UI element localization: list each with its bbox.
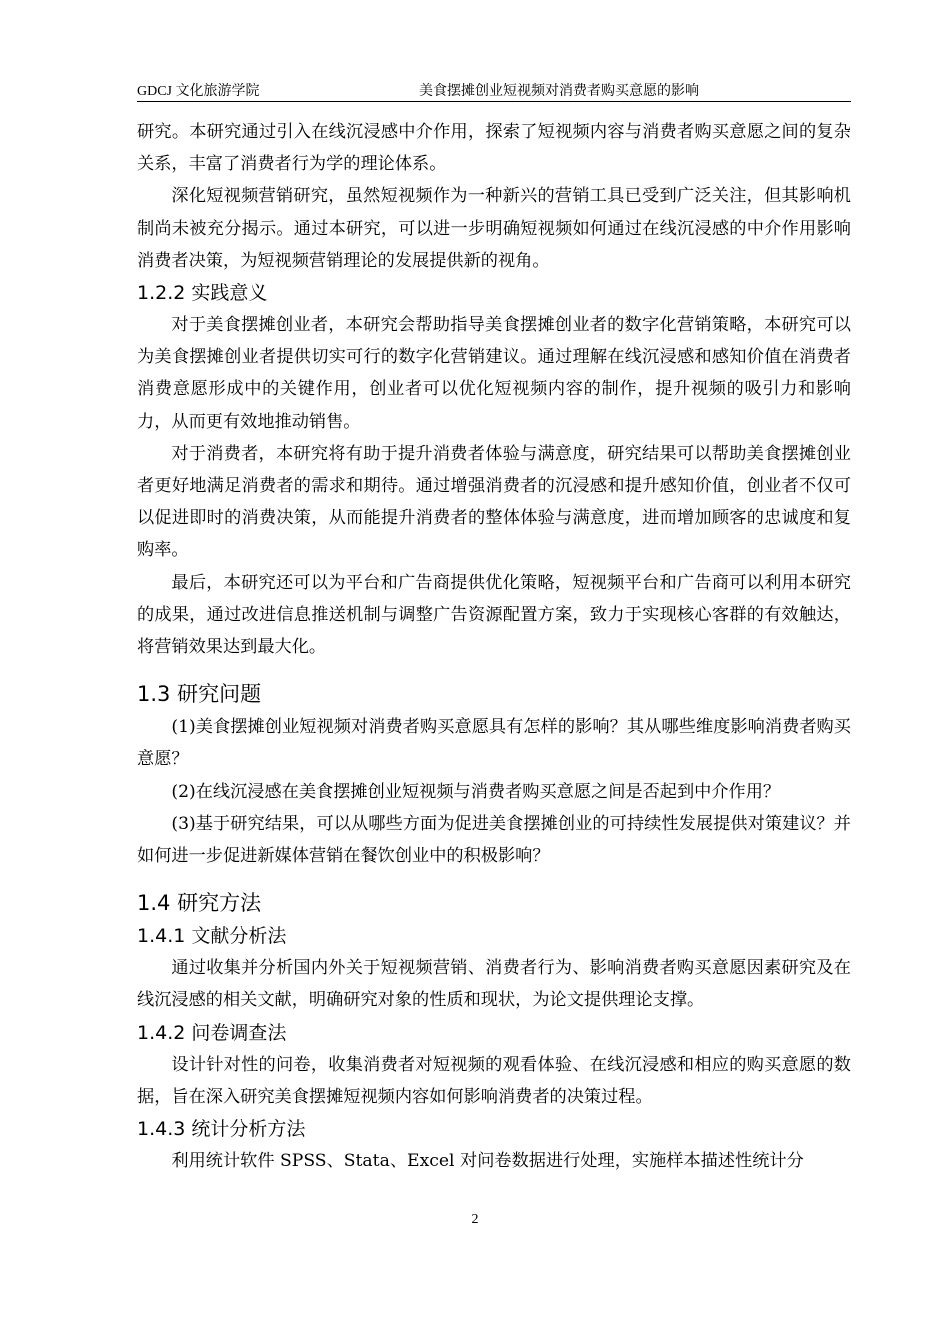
- paragraph: 设计针对性的问卷，收集消费者对短视频的观看体验、在线沉浸感和相应的购买意愿的数据，旨在深入研究美食摆摊短视频内容如何影响消费者的决策过程。: [137, 1054, 851, 1107]
- paragraph: 深化短视频营销研究，虽然短视频作为一种新兴的营销工具已受到广泛关注，但其影响机制尚未被充分揭示。通过本研究，可以进一步明确短视频如何通过在线沉浸感的中介作用影响消费者决策，为短视频营销理论的发展提供新的视角。: [137, 186, 851, 271]
- paragraph: 对于消费者，本研究将有助于提升消费者体验与满意度，研究结果可以帮助美食摆摊创业者更好地满足消费者的需求和期待。通过增强消费者的沉浸感和提升感知价值，创业者不仅可以促进即时的消费决策，从而能提升消费者的整体体验与满意度，进而增加顾客的忠诚度和复购率。: [137, 443, 851, 561]
- research-question: (2)在线沉浸感在美食摆摊创业短视频与消费者购买意愿之间是否起到中介作用？: [171, 781, 781, 802]
- section-heading-1-2-2: 1.2.2 实践意义: [137, 282, 268, 305]
- header-institution: GDCJ 文化旅游学院: [137, 84, 260, 99]
- running-header: [137, 78, 851, 100]
- paragraph: 最后，本研究还可以为平台和广告商提供优化策略，短视频平台和广告商可以利用本研究的成果，通过改进信息推送机制与调整广告资源配置方案，致力于实现核心客群的有效触达，将营销效果达到最大化。: [137, 572, 851, 658]
- research-question: (1)美食摆摊创业短视频对消费者购买意愿具有怎样的影响？其从哪些维度影响消费者购买意愿？: [137, 717, 851, 770]
- section-heading-1-3: 1.3 研究问题: [137, 682, 262, 707]
- section-heading-1-4-2: 1.4.2 问卷调查法: [137, 1021, 287, 1044]
- paragraph: 对于美食摆摊创业者，本研究会帮助指导美食摆摊创业者的数字化营销策略，本研究可以为美食摆摊创业者提供切实可行的数字化营销建议。通过理解在线沉浸感和感知价值在消费者消费意愿形成中的关键作用，创业者可以优化短视频内容的制作，提升视频的吸引力和影响力，从而更有效地推动销售。: [137, 315, 851, 432]
- header-divider: [137, 101, 851, 102]
- paragraph: 通过收集并分析国内外关于短视频营销、消费者行为、影响消费者购买意愿因素研究及在线沉浸感的相关文献，明确研究对象的性质和现状，为论文提供理论支撑。: [137, 958, 851, 1011]
- research-question: (3)基于研究结果，可以从哪些方面为促进美食摆摊创业的可持续性发展提供对策建议？并如何进一步促进新媒体营销在餐饮创业中的积极影响？: [137, 813, 851, 867]
- paragraph: 研究。本研究通过引入在线沉浸感中介作用，探索了短视频内容与消费者购买意愿之间的复杂关系，丰富了消费者行为学的理论体系。: [137, 122, 851, 175]
- header-title: 美食摆摊创业短视频对消费者购买意愿的影响: [419, 84, 699, 99]
- body-content: [137, 116, 851, 1177]
- section-heading-1-4-1: 1.4.1 文献分析法: [137, 925, 287, 948]
- paragraph: 利用统计软件 SPSS、Stata、Excel 对问卷数据进行处理，实施样本描述性统计分: [171, 1151, 804, 1172]
- section-heading-1-4-3: 1.4.3 统计分析方法: [137, 1118, 306, 1141]
- page-number: 2: [471, 1212, 479, 1227]
- section-heading-1-4: 1.4 研究方法: [137, 891, 262, 916]
